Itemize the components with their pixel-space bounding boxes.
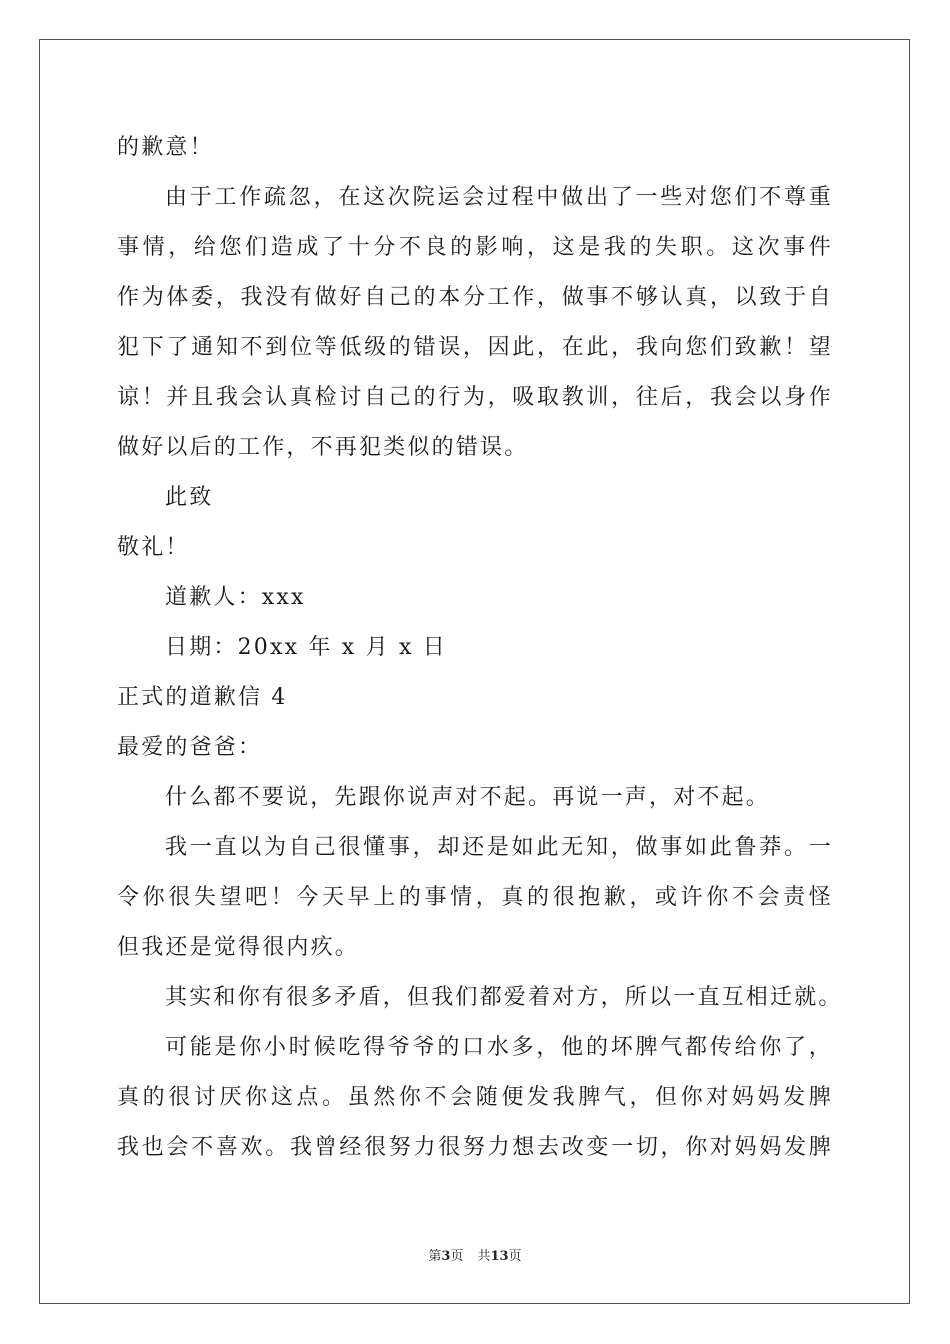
text-line-15: 我一直以为自己很懂事，却还是如此无知，做事如此鲁莽。一 bbox=[165, 835, 833, 860]
text-line-7: 做好以后的工作，不再犯类似的错误。 bbox=[117, 435, 529, 460]
signature-line: 道歉人：xxx bbox=[165, 585, 306, 610]
text-line-18: 其实和你有很多矛盾，但我们都爱着对方，所以一直互相迁就。 bbox=[165, 985, 843, 1010]
text-line-6: 谅！并且我会认真检讨自己的行为，吸取教训，往后，我会以身作 bbox=[117, 385, 833, 410]
footer-page-word: 页 bbox=[450, 1249, 464, 1264]
text-line-3: 事情，给您们造成了十分不良的影响，这是我的失职。这次事件 bbox=[117, 235, 833, 260]
date-line: 日期：20xx 年 x 月 x 日 bbox=[165, 635, 447, 660]
footer-total-prefix: 共 bbox=[477, 1249, 491, 1264]
text-line-20: 真的很讨厌你这点。虽然你不会随便发我脾气，但你对妈妈发脾 bbox=[117, 1085, 833, 1110]
total-pages-number: 13 bbox=[490, 1249, 509, 1264]
section-heading: 正式的道歉信 4 bbox=[117, 685, 288, 710]
text-line-2: 由于工作疏忽，在这次院运会过程中做出了一些对您们不尊重 bbox=[165, 185, 833, 210]
text-line-4: 作为体委，我没有做好自己的本分工作，做事不够认真，以致于自 bbox=[117, 285, 833, 310]
text-line-19: 可能是你小时候吃得爷爷的口水多，他的坏脾气都传给你了， bbox=[165, 1035, 833, 1060]
letter-greeting: 最爱的爸爸： bbox=[117, 735, 263, 760]
text-line-17: 但我还是觉得很内疚。 bbox=[117, 935, 360, 960]
text-line-1: 的歉意！ bbox=[117, 135, 214, 160]
closing-salutation: 此致 bbox=[165, 485, 214, 510]
document-body bbox=[117, 123, 843, 1173]
text-line-14: 什么都不要说，先跟你说声对不起。再说一声，对不起。 bbox=[165, 785, 771, 810]
text-line-5: 犯下了通知不到位等低级的错误，因此，在此，我向您们致歉！望 bbox=[117, 335, 833, 360]
closing-respect: 敬礼！ bbox=[117, 535, 190, 560]
text-line-16: 令你很失望吧！今天早上的事情，真的很抱歉，或许你不会责怪 bbox=[117, 885, 833, 910]
page-footer bbox=[0, 1248, 950, 1266]
footer-total-suffix: 页 bbox=[508, 1249, 522, 1264]
text-line-21: 我也会不喜欢。我曾经很努力很努力想去改变一切，你对妈妈发脾 bbox=[117, 1135, 833, 1160]
current-page-number: 3 bbox=[441, 1249, 451, 1264]
footer-prefix: 第 bbox=[428, 1249, 442, 1264]
